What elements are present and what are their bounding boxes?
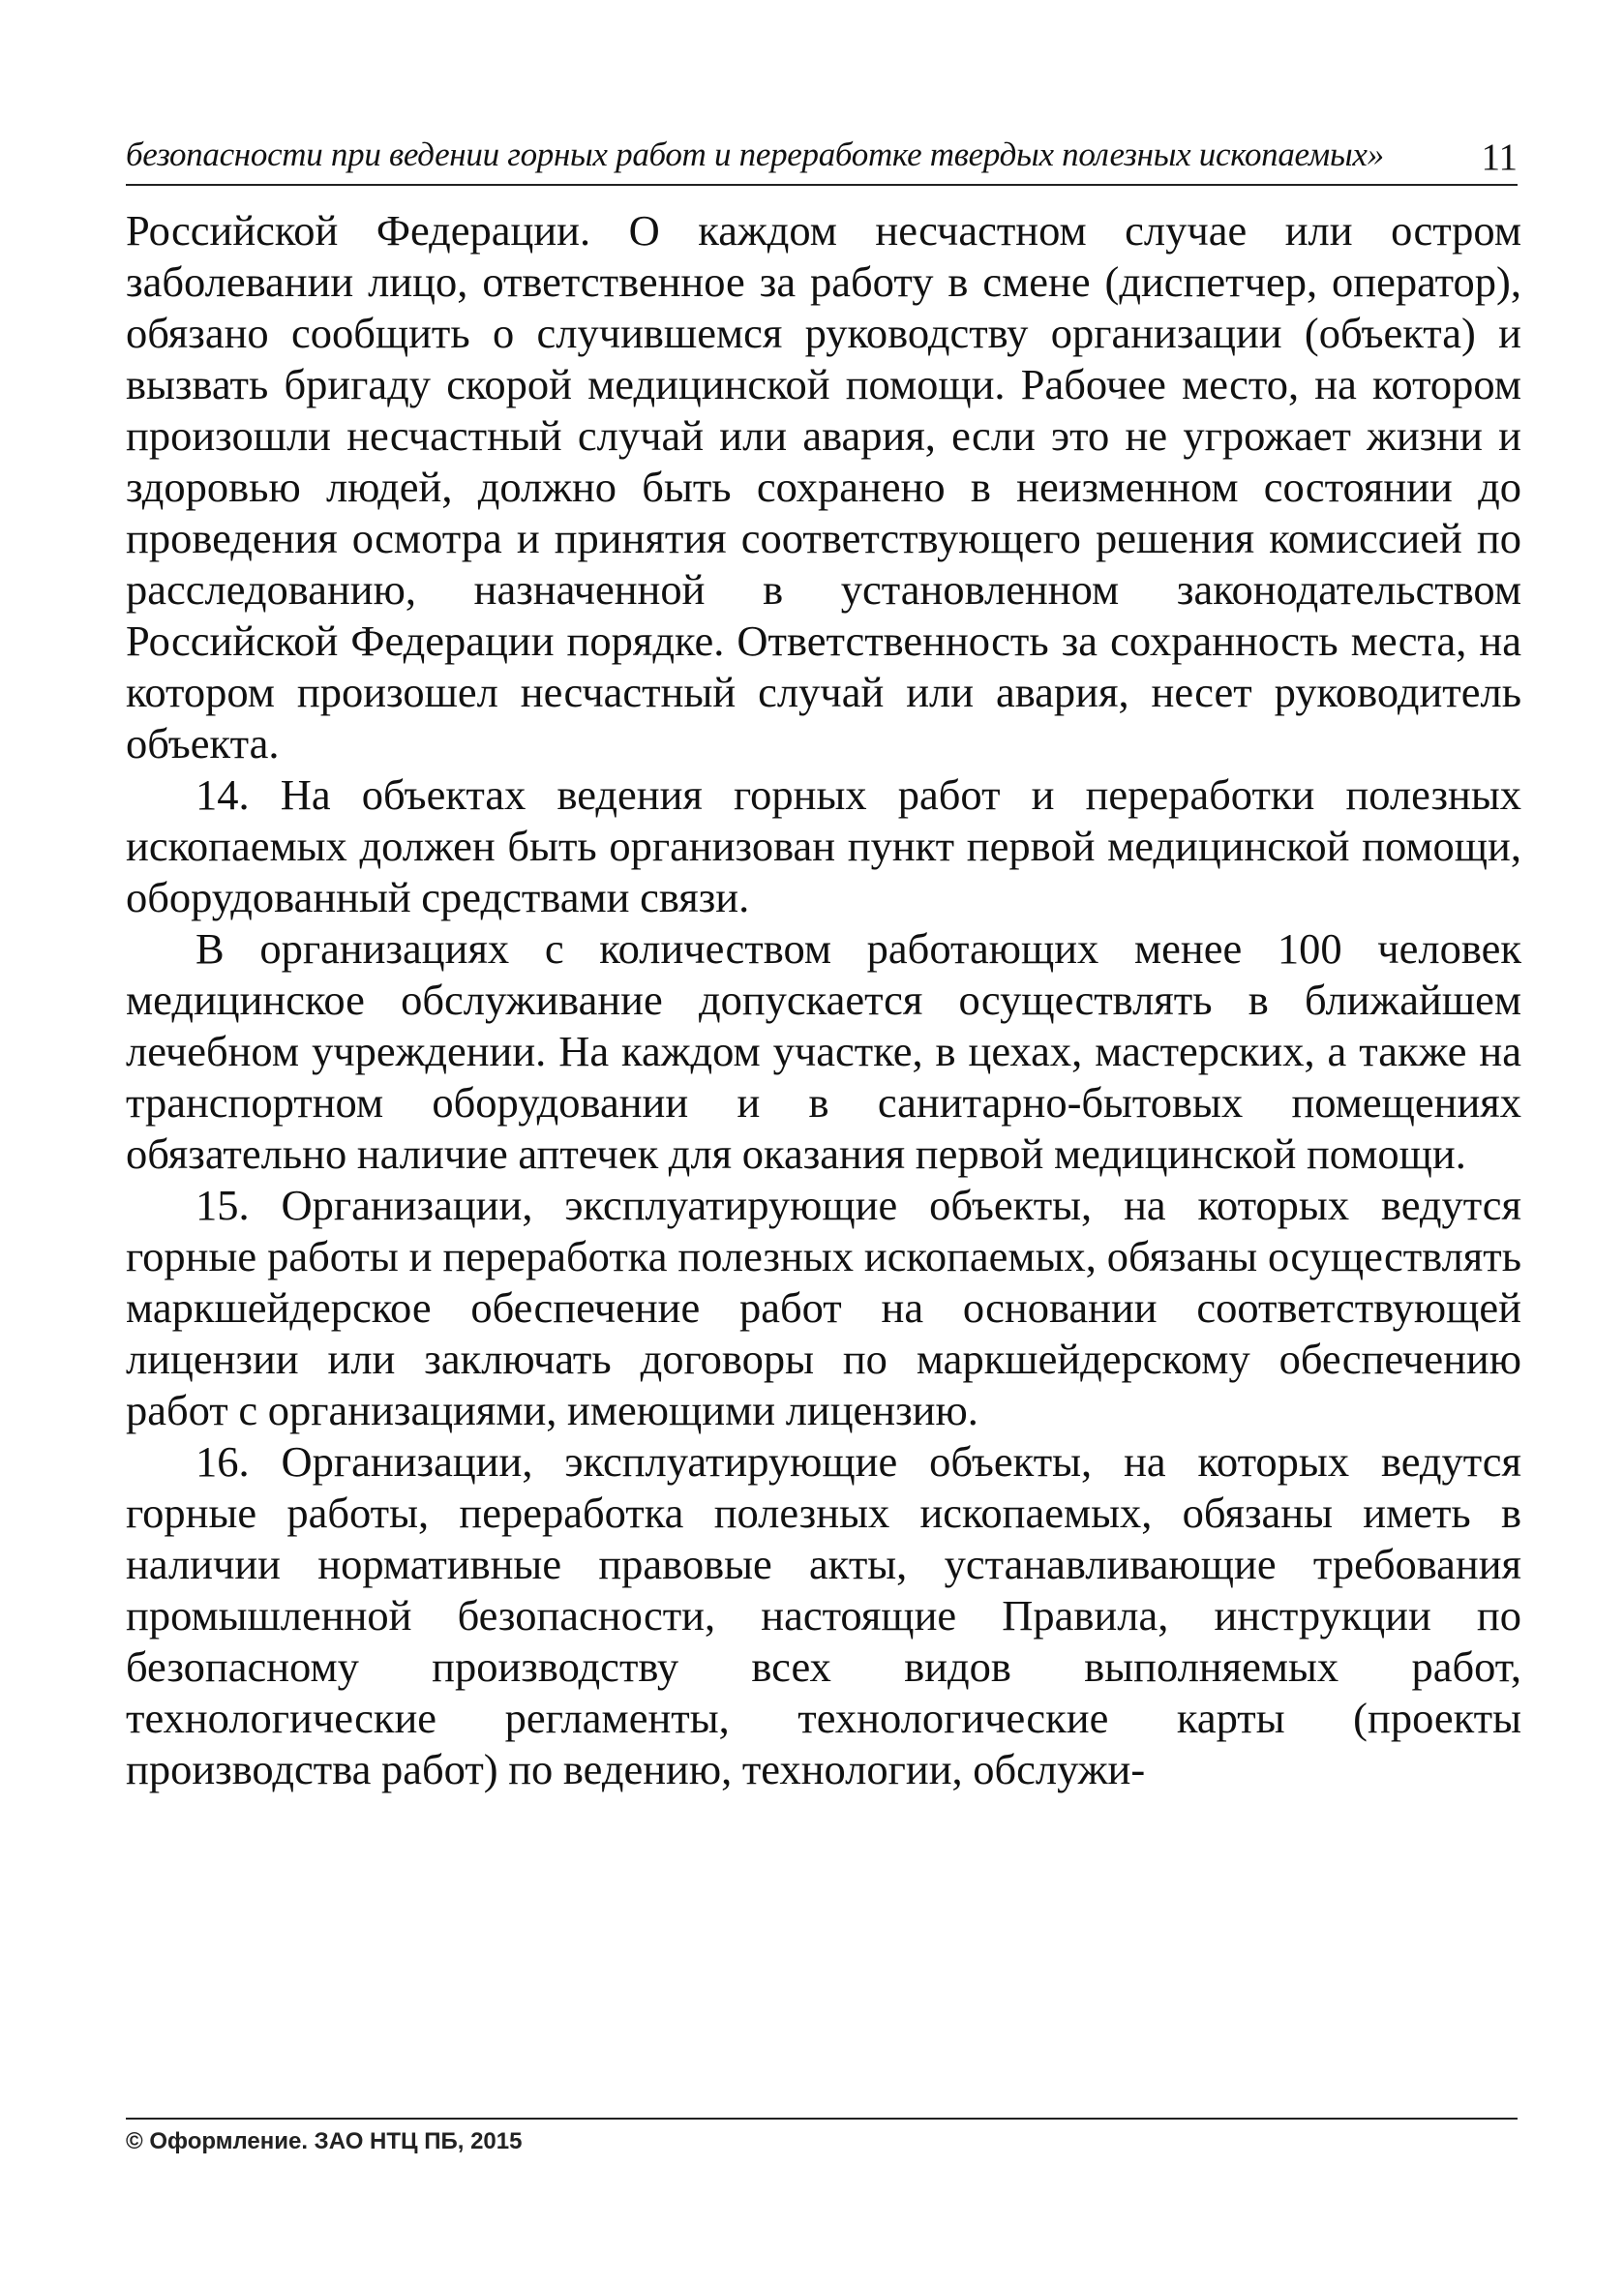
copyright-notice: © Оформление. ЗАО НТЦ ПБ, 2015 bbox=[126, 2128, 523, 2154]
paragraph-item-14: 14. На объектах ведения горных работ и переработки полезных ископаемых должен быть организован пункт первой медицинской помощи, оборудованный средствами связи. bbox=[126, 770, 1521, 921]
body-text bbox=[126, 205, 1521, 1795]
running-title: безопасности при ведении горных работ и переработке твердых полезных ископаемых» bbox=[126, 135, 1384, 173]
running-header bbox=[126, 128, 1518, 186]
paragraph-item-15: 15. Организации, эксплуатирующие объекты, на которых ведутся горные работы и переработка полезных ископаемых, обязаны осуществлять маркшейдерское обеспечение работ на основании соответствующей лицензии или заключать договоры по маркшейдерскому обеспечению работ с организациями, имеющими лицензию. bbox=[126, 1181, 1521, 1434]
page-number: 11 bbox=[1481, 136, 1518, 178]
paragraph-item-16: 16. Организации, эксплуатирующие объекты, на которых ведутся горные работы, переработка полезных ископаемых, обязаны иметь в наличии нормативные правовые акты, устанавливающие требования промышленной безопасности, настоящие Правила, инструкции по безопасному производству всех видов выполняемых работ, технологические регламенты, технологические карты (проекты производства работ) по ведению, технологии, обслужи- bbox=[126, 1437, 1521, 1793]
paragraph-item-14-continued: В организациях с количеством работающих менее 100 человек медицинское обслуживание допускается осуществлять в ближайшем лечебном учреждении. На каждом участке, в цехах, мастерских, а также на транспортном оборудовании и в санитарно-бытовых помещениях обязательно наличие аптечек для оказания первой медицинской помощи. bbox=[126, 924, 1521, 1178]
paragraph-continued: Российской Федерации. О каждом несчастном случае или остром заболевании лицо, ответственное за работу в смене (диспетчер, оператор), обязано сообщить о случившемся руководству организации (объекта) и вызвать бригаду скорой медицинской помощи. Рабочее место, на котором произошли несчастный случай или авария, если это не угрожает жизни и здоровью людей, должно быть сохранено в неизменном состоянии до проведения осмотра и принятия соответствующего решения комиссией по расследованию, назначенной в установленном законодательством Российской Федерации порядке. Ответственность за сохранность места, на котором произошел несчастный случай или авария, несет руководитель объекта. bbox=[126, 206, 1521, 767]
footer-rule bbox=[126, 2118, 1518, 2120]
